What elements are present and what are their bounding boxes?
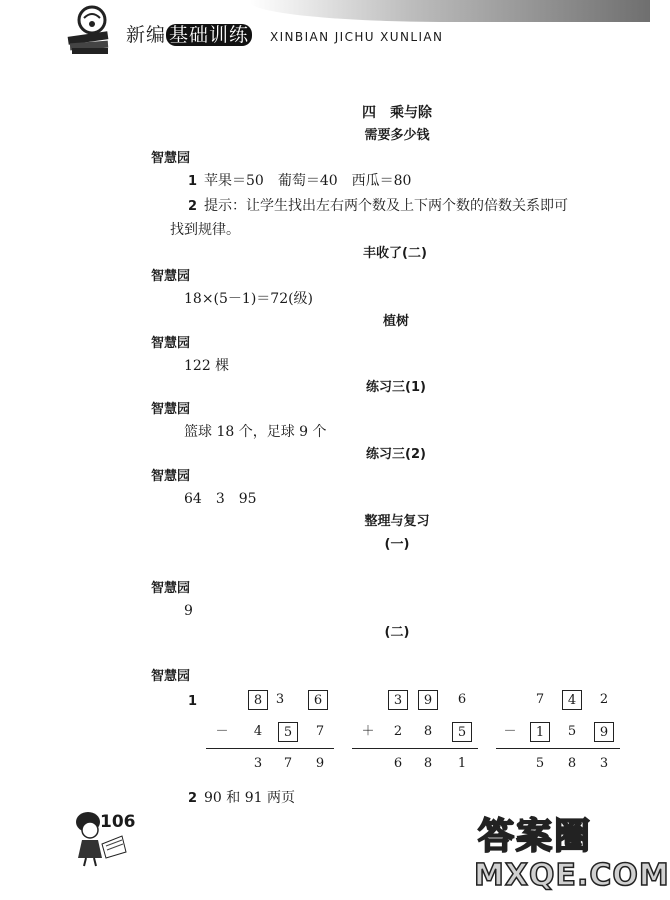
answer-text: 18×(5－1)＝72(级) [184, 291, 314, 307]
section-label: 智慧园 [151, 402, 191, 417]
section-title: 整理与复习 [364, 514, 430, 529]
answer-text: 苹果＝50 葡萄＝40 西瓜＝80 [204, 173, 412, 189]
section-title: 练习三(2) [366, 447, 426, 462]
calc-operator: － [215, 724, 229, 739]
books-logo-icon [62, 4, 122, 56]
calc-rule [206, 748, 334, 749]
watermark-text: 答案圈 [478, 816, 593, 857]
header-swoosh [250, 0, 650, 22]
calc-digit: 9 [315, 756, 325, 771]
section-label: 智慧园 [151, 669, 191, 684]
calc-digit: 5 [535, 756, 545, 771]
series-pinyin: XINBIAN JICHU XUNLIAN [270, 30, 444, 44]
calc-digit-boxed: 5 [452, 722, 472, 742]
calc-operator: ＋ [361, 724, 375, 739]
calc-digit: 7 [315, 724, 325, 739]
section-title: 丰收了(二) [363, 246, 427, 261]
calc-digit: 7 [535, 692, 545, 707]
answer-text: 篮球 18 个，足球 9 个 [184, 424, 327, 440]
calc-digit: 8 [423, 724, 433, 739]
watermark-url: MXQE.COM [474, 858, 670, 893]
calc-digit-boxed: 5 [278, 722, 298, 742]
answer-text: 9 [184, 603, 193, 619]
section-label: 智慧园 [151, 469, 191, 484]
answer-text: 提示：让学生找出左右两个数及上下两个数的倍数关系即可 [204, 198, 568, 214]
section-label: 智慧园 [151, 269, 191, 284]
calc-digit-boxed: 9 [594, 722, 614, 742]
series-title-part-a: 新编 [126, 24, 167, 46]
chapter-title: 四 乘与除 [362, 105, 432, 121]
answer-text: 90 和 91 两页 [204, 790, 295, 806]
question-number: 2 [188, 199, 198, 214]
calc-digit-boxed: 1 [530, 722, 550, 742]
calc-digit-boxed: 9 [418, 690, 438, 710]
answer-text: 找到规律。 [170, 222, 240, 238]
answer-text: 64 3 95 [184, 491, 257, 507]
section-title: 植树 [382, 314, 410, 329]
calc-operator: － [503, 724, 517, 739]
question-number: 2 [188, 791, 198, 806]
page-number: 106 [100, 812, 136, 832]
question-number: 1 [188, 174, 198, 189]
calc-digit: 8 [567, 756, 577, 771]
calc-digit: 2 [599, 692, 609, 707]
calc-digit: 6 [457, 692, 467, 707]
calc-rule [496, 748, 620, 749]
section-label: 智慧园 [151, 336, 191, 351]
section-subtitle: (二) [384, 625, 410, 640]
calc-digit-boxed: 8 [248, 690, 268, 710]
calc-digit: 1 [457, 756, 467, 771]
calc-digit: 3 [275, 692, 285, 707]
section-title: 需要多少钱 [364, 128, 430, 143]
question-number: 1 [188, 694, 198, 709]
calc-digit: 3 [253, 756, 263, 771]
series-title-part-b: 基础训练 [166, 24, 252, 46]
calc-digit: 6 [393, 756, 403, 771]
answer-text: 122 棵 [184, 358, 230, 374]
page-header [0, 0, 649, 62]
series-title [126, 20, 252, 47]
calc-digit-boxed: 4 [562, 690, 582, 710]
section-label: 智慧园 [151, 151, 191, 166]
calc-digit: 5 [567, 724, 577, 739]
section-title: 练习三(1) [366, 380, 426, 395]
section-subtitle: (一) [384, 537, 410, 552]
calc-digit: 2 [393, 724, 403, 739]
calc-digit: 8 [423, 756, 433, 771]
calc-digit-boxed: 6 [308, 690, 328, 710]
calc-digit-boxed: 3 [388, 690, 408, 710]
calc-digit: 4 [253, 724, 263, 739]
calc-digit: 7 [283, 756, 293, 771]
section-label: 智慧园 [151, 581, 191, 596]
calc-digit: 3 [599, 756, 609, 771]
calc-rule [352, 748, 478, 749]
